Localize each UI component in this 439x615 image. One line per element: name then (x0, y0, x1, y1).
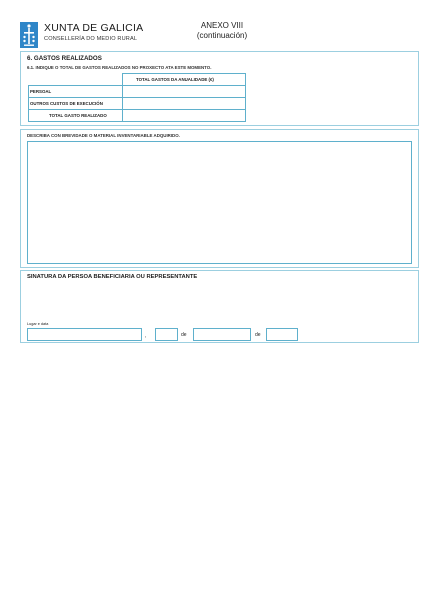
expenses-section-title: 6. GASTOS REALIZADOS (27, 55, 102, 62)
table-column-header: TOTAL GASTOS DA ANUALIDADE (€) (136, 77, 214, 82)
annex-subtitle: (continuación) (196, 31, 248, 40)
place-date-label: Lugar e data (27, 322, 49, 326)
annex-heading (196, 21, 248, 41)
table-row-label: PERSOAL (30, 89, 52, 94)
xunta-logo-icon (20, 22, 38, 48)
annex-title: ANEXO VIII (200, 21, 244, 30)
day-field[interactable] (155, 328, 178, 341)
de-separator-2: de (255, 332, 261, 338)
month-field[interactable] (193, 328, 251, 341)
department-name: CONSELLERÍA DO MEDIO RURAL (44, 36, 138, 42)
de-separator-1: de (181, 332, 187, 338)
expenses-section-subtitle: 6.1. INDIQUE O TOTAL DE GASTOS REALIZADOS NO PROXECTO ATA ESTE MOMENTO. (27, 65, 212, 70)
expenses-table (28, 73, 246, 121)
table-row-label: TOTAL GASTO REALIZADO (49, 113, 107, 118)
material-description-textarea[interactable] (27, 141, 412, 264)
table-row-label: OUTROS CUSTOS DE EXECUCIÓN (30, 101, 103, 106)
signature-section-title: SINATURA DA PERSOA BENEFICIARIA OU REPRESENTANTE (27, 274, 198, 280)
brand-name: XUNTA DE GALICIA (44, 22, 144, 34)
place-field[interactable] (27, 328, 142, 341)
year-field[interactable] (266, 328, 298, 341)
material-section-title: DESCRIBA CON BREVIDADE O MATERIAL INVENTARIABLE ADQUIRIDO. (27, 133, 180, 138)
comma-separator: , (145, 333, 147, 339)
total-amount-field[interactable] (122, 109, 246, 122)
